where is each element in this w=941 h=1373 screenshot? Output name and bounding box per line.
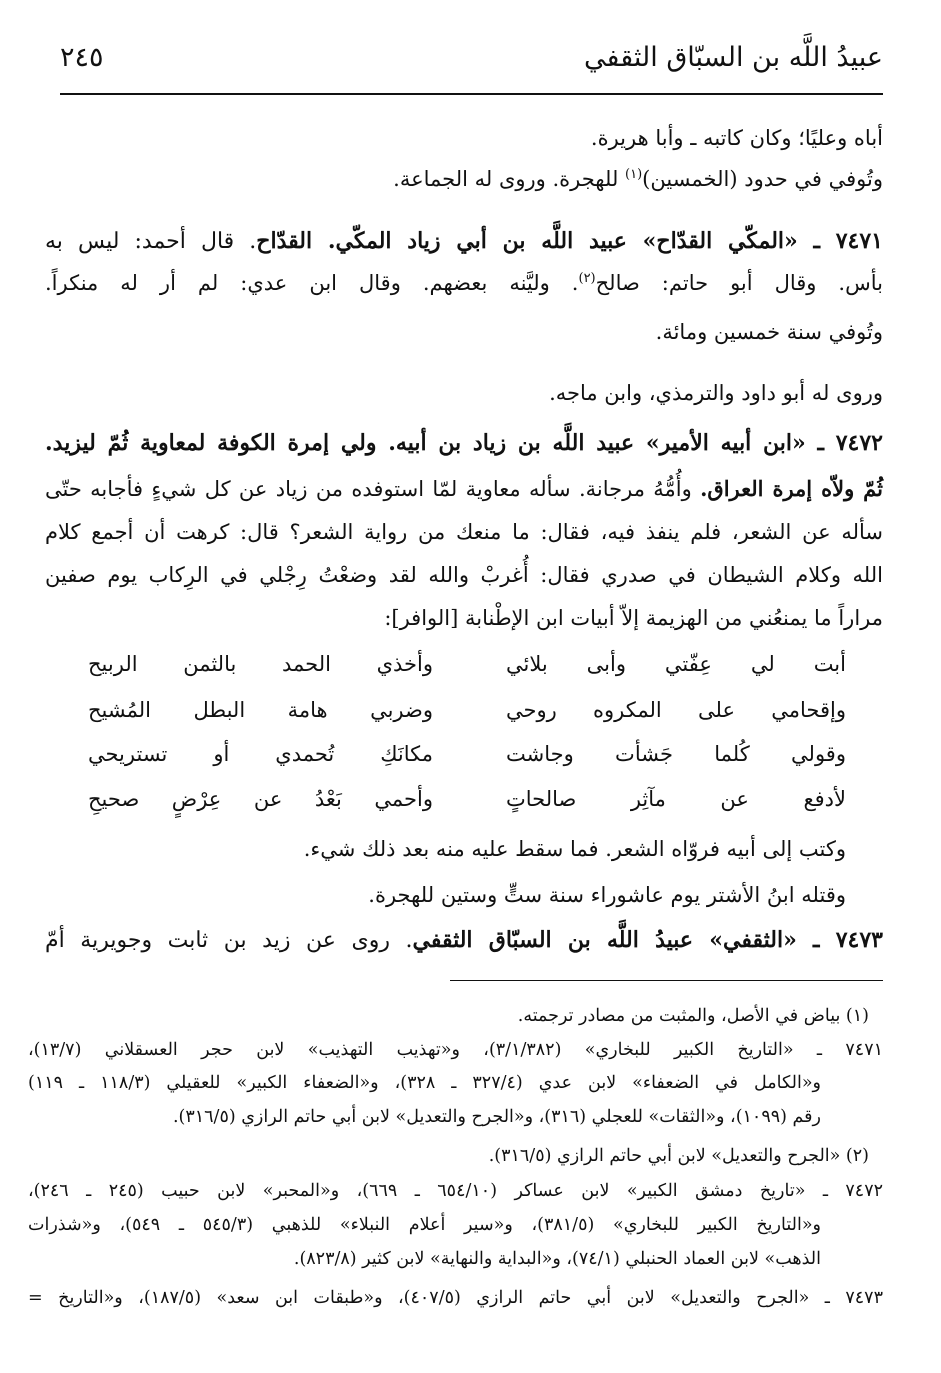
text-line: وروى له أبو داود والترمذي، وابن ماجه. [549, 381, 883, 405]
text-segment: . وليَّنه بعضهم. وقال ابن عدي: لم أر له منكراً. [45, 271, 579, 295]
verse-first-hemistich: لأدفع عن مآثِر صالحاتٍ [506, 787, 846, 811]
text-line: وكتب إلى أبيه فروّاه الشعر. فما سقط عليه منه بعد ذلك شيء. [303, 837, 846, 861]
text-line: أباه وعليًا؛ وكان كاتبه ـ وأبا هريرة. [590, 126, 883, 150]
footnote-line: ٧٤٧٢ ـ «تاريخ دمشق الكبير» لابن عساكر (٦٥٤/١٠ ـ ٦٦٩)، و«المحبر» لابن حبيب (٢٤٥ ـ ٢٤٦)، [28, 1181, 883, 1201]
text-line: الله وكلام الشيطان في صدري فقال: أُغربْ والله لقد وضعْتُ رِجْلي في الرِكاب يوم صفين [45, 563, 883, 587]
page-number: ٢٤٥ [60, 42, 104, 73]
text-segment: وتُوفي في حدود (الخمسين) [642, 167, 883, 191]
verse-second-hemistich: وأخذي الحمد بالثمن الربيح [88, 652, 433, 676]
entry-7471-heading [45, 226, 883, 257]
text-line [45, 474, 883, 504]
footnote-line: الذهب» لابن العماد الحنبلي (٧٤/١)، و«البداية والنهاية» لابن كثير (٨٢٣/٨). [293, 1249, 821, 1269]
verse-first-hemistich: وقولي كُلما جَشأت وجاشت [506, 742, 846, 766]
verse-second-hemistich: وضربي هامة البطل المُشيح [88, 698, 433, 722]
footnote-line: رقم (١٠٩٩)، و«الثقات» للعجلي (٣١٦)، و«الجرح والتعديل» لابن أبي حاتم الرازي (٣١٦/٥). [172, 1107, 821, 1127]
text-segment: وأُمُّهُ مرجانة. سأله معاوية لمّا استوفده من زياد عن كل شيءٍ فأجابه حتّى [45, 477, 701, 501]
text-line [45, 268, 883, 298]
text-line: مراراً ما يمنعُني من الهزيمة إلاّ أبيات ابن الإطْنابة [الوافر]: [384, 606, 883, 630]
entry-title: ٧٤٧١ ـ «المكّي القدّاح» عبيد اللَّه بن أبي زياد المكّي. القدّاح [256, 228, 883, 254]
entry-7472-heading [45, 428, 883, 459]
text-line [45, 164, 883, 194]
footnote-line: ٧٤٧١ ـ «التاريخ الكبير للبخاري» (٣/١/٣٨٢)، و«تهذيب التهذيب» لابن حجر العسقلاني (١٣/٧)، [28, 1040, 883, 1060]
footnote-ref: (١) [625, 167, 643, 182]
verse-first-hemistich: أبت لي عِفّتي وأبى بلائي [506, 652, 846, 676]
text-segment-bold: ثُمّ ولاّه إمرة العراق. [700, 476, 883, 501]
footnote-line: و«الكامل في الضعفاء» لابن عدي (٣٢٧/٤ ـ ٣٢٨)، و«الضعفاء الكبير» للعقيلي (١١٨/٣ ـ ١١٩) [28, 1073, 821, 1093]
verse-second-hemistich: وأحمي بَعْدُ عن عِرْضٍ صحيحِ [88, 787, 433, 811]
entry-7473-heading [45, 925, 883, 956]
verse-second-hemistich: مكانَكِ تُحمدي أو تستريحي [88, 742, 433, 766]
text-segment: . روى عن زيد بن ثابت وجويرية أمّ [45, 928, 413, 953]
footnote-line: و«التاريخ الكبير للبخاري» (٣٨١/٥)، و«سير أعلام النبلاء» للذهبي (٥٤٥/٣ ـ ٥٤٩)، و«شذرات [28, 1215, 821, 1235]
entry-title: ٧٤٧٣ ـ «الثقفي» عبيدُ اللَّه بن السبّاق الثقفي [412, 927, 883, 953]
text-line: وقتله ابنُ الأشتر يوم عاشوراء سنة ستٍّ وستين للهجرة. [368, 883, 846, 907]
text-segment: بأس. وقال أبو حاتم: صالح [595, 271, 883, 295]
header-divider [60, 93, 883, 95]
footnote-ref: (٢) [578, 271, 596, 286]
running-title: عبيدُ اللَّه بن السبّاق الثقفي [584, 42, 883, 73]
footnote-line: (١) بياض في الأصل، والمثبت من مصادر ترجمته. [517, 1006, 869, 1026]
footnote-line: ٧٤٧٣ ـ «الجرح والتعديل» لابن أبي حاتم الرازي (٤٠٧/٥)، و«طبقات ابن سعد» (١٨٧/٥)، و«التاريخ = [28, 1288, 883, 1308]
footnote-line: (٢) «الجرح والتعديل» لابن أبي حاتم الرازي (٣١٦/٥). [488, 1146, 869, 1166]
text-segment: . قال أحمد: ليس به [45, 229, 257, 254]
verse-first-hemistich: وإقحامي على المكروه روحي [506, 698, 846, 722]
text-line: وتُوفي سنة خمسين ومائة. [655, 320, 883, 344]
text-segment: للهجرة. وروى له الجماعة. [393, 167, 626, 191]
running-header [60, 38, 883, 90]
footnote-divider [450, 980, 883, 981]
entry-title: ٧٤٧٢ ـ «ابن أبيه الأمير» عبيد اللَّه بن زياد بن أبيه. ولي إمرة الكوفة لمعاوية ثُمّ ليزيد. [45, 430, 883, 456]
text-line: سأله عن الشعر، فلم ينفذ فيه، فقال: ما منعك من رواية الشعر؟ قال: كرهت أن أجمع كلام [45, 520, 883, 544]
